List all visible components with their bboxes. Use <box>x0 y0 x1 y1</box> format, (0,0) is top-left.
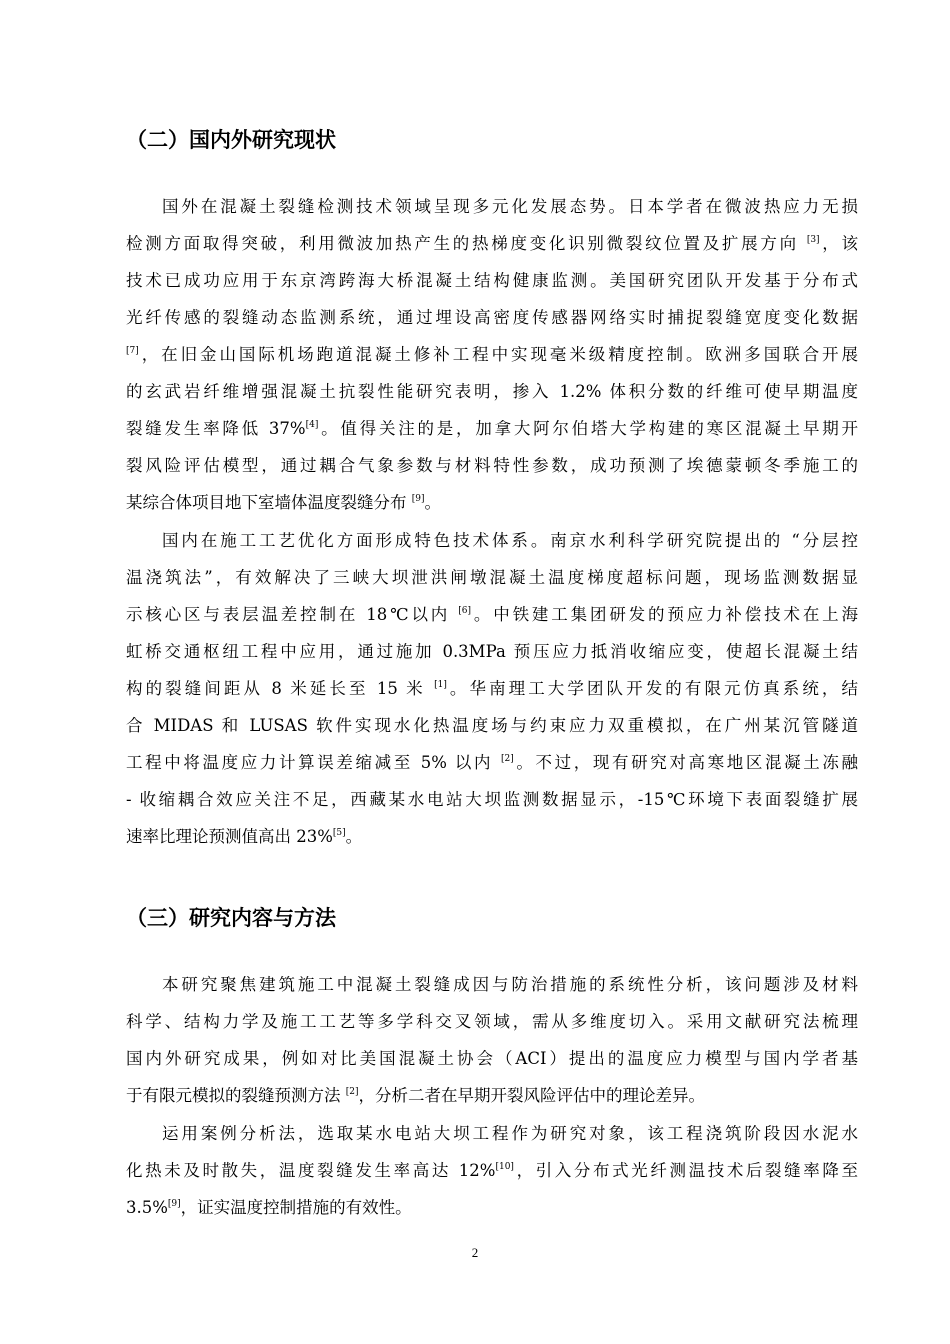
paragraph-research-scope <box>126 966 858 1114</box>
citation: [5] <box>332 828 346 838</box>
paragraph-foreign-research <box>126 188 858 521</box>
citation: [2] <box>345 1087 359 1097</box>
citation: [10] <box>495 1162 514 1172</box>
text-line: [7]，在旧金山国际机场跑道混凝土修补工程中实现毫米级精度控制。欧洲多国联合开展 <box>126 345 858 364</box>
text-line: 裂缝发生率降低 37%[4]。值得关注的是，加拿大阿尔伯塔大学构建的寒区混凝土早期开 <box>126 419 859 438</box>
text-line: 的玄武岩纤维增强混凝土抗裂性能研究表明，掺入 1.2% 体积分数的纤维可使早期温度 <box>126 382 858 401</box>
text-line: 构的裂缝间距从 8 米延长至 15 米 [1]。华南理工大学团队开发的有限元仿真系统，结 <box>126 679 858 698</box>
text-line: 检测方面取得突破，利用微波加热产生的热梯度变化识别微裂纹位置及扩展方向 [3]，该 <box>126 234 859 253</box>
text-line: 光纤传感的裂缝动态监测系统，通过埋设高密度传感器网络实时捕捉裂缝宽度变化数据 <box>126 308 858 327</box>
text-line: 工程中将温度应力计算误差缩减至 5% 以内 [2]。不过，现有研究对高寒地区混凝土冻融 <box>126 753 859 772</box>
text-line: 国内外研究成果，例如对比美国混凝土协会（ACI）提出的温度应力模型与国内学者基 <box>126 1049 858 1068</box>
text-line: 某综合体项目地下室墙体温度裂缝分布 [9]。 <box>126 493 441 512</box>
text-line: 运用案例分析法，选取某水电站大坝工程作为研究对象，该工程浇筑阶段因水泥水 <box>162 1124 858 1143</box>
text-line: 技术已成功应用于东京湾跨海大桥混凝土结构健康监测。美国研究团队开发基于分布式 <box>126 271 858 290</box>
text-line: 温浇筑法”，有效解决了三峡大坝泄洪闸墩混凝土温度梯度超标问题，现场监测数据显 <box>126 568 858 587</box>
citation: [7] <box>126 346 139 356</box>
section-heading-methods: （三）研究内容与方法 <box>126 906 336 930</box>
citation: [6] <box>458 606 472 616</box>
text-line: 国内在施工工艺优化方面形成特色技术体系。南京水利科学研究院提出的 “分层控 <box>162 531 858 550</box>
text-line: 化热未及时散失，温度裂缝发生率高达 12%[10]，引入分布式光纤测温技术后裂缝率降至 <box>126 1161 859 1180</box>
page-number: 2 <box>471 1245 479 1260</box>
text-line: 虹桥交通枢纽工程中应用，通过施加 0.3MPa 预压应力抵消收缩应变，使超长混凝土结 <box>126 642 858 661</box>
paragraph-case-study <box>126 1115 858 1226</box>
text-line: - 收缩耦合效应关注不足，西藏某水电站大坝监测数据显示，-15℃环境下表面裂缝扩展 <box>126 790 858 809</box>
citation: [4] <box>305 420 319 430</box>
citation: [9] <box>411 494 425 504</box>
text-line: 示核心区与表层温差控制在 18℃以内 [6]。中铁建工集团研发的预应力补偿技术在上海 <box>126 605 859 624</box>
text-line: 速率比理论预测值高出 23%[5]。 <box>126 827 363 846</box>
text-line: 裂风险评估模型，通过耦合气象参数与材料特性参数，成功预测了埃德蒙顿冬季施工的 <box>126 456 858 475</box>
citation: [9] <box>167 1199 181 1209</box>
citation: [3] <box>806 235 820 245</box>
citation: [2] <box>500 754 514 764</box>
paragraph-domestic-research <box>126 522 858 855</box>
text-line: 科学、结构力学及施工工艺等多学科交叉领域，需从多维度切入。采用文献研究法梳理 <box>126 1012 858 1031</box>
section-heading-status: （二）国内外研究现状 <box>126 128 336 152</box>
text-line: 于有限元模拟的裂缝预测方法 [2]，分析二者在早期开裂风险评估中的理论差异。 <box>126 1086 705 1105</box>
text-line: 国外在混凝土裂缝检测技术领域呈现多元化发展态势。日本学者在微波热应力无损 <box>162 197 858 216</box>
text-line: 3.5%[9]，证实温度控制措施的有效性。 <box>126 1198 412 1217</box>
text-line: 合 MIDAS 和 LUSAS 软件实现水化热温度场与约束应力双重模拟，在广州某沉管隧道 <box>126 716 858 735</box>
text-line: 本研究聚焦建筑施工中混凝土裂缝成因与防治措施的系统性分析，该问题涉及材料 <box>162 975 858 994</box>
citation: [1] <box>434 680 447 690</box>
